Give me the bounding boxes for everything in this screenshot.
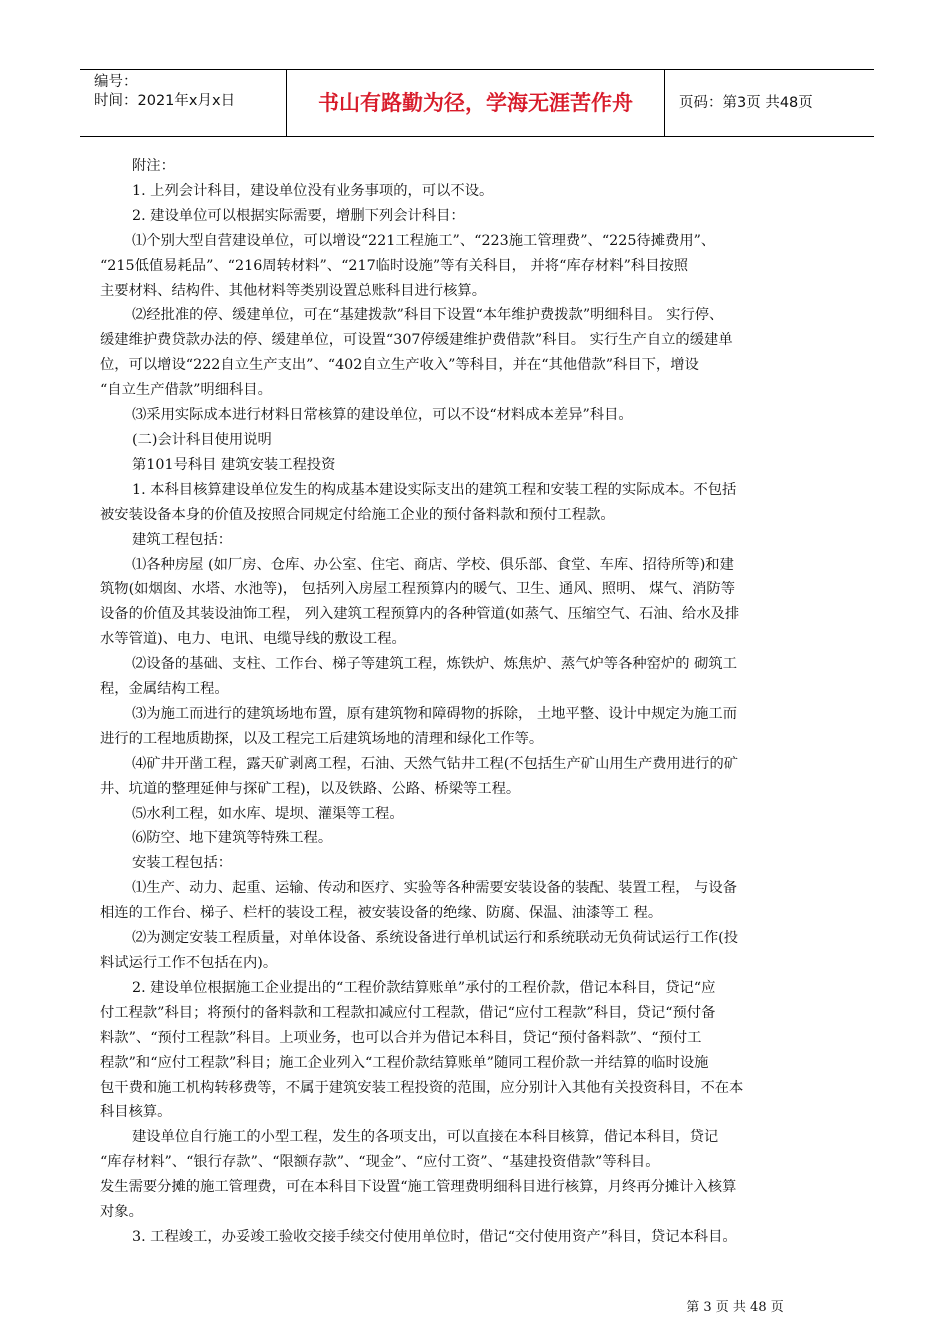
text-line: 程款”和“应付工程款”科目；施工企业列入“工程价款结算账单”随同工程价款一并结算的临时设施 bbox=[100, 1054, 709, 1071]
section-heading: (二)会计科目使用说明 bbox=[132, 431, 272, 448]
text-line: 相连的工作台、梯子、栏杆的装设工程，被安装设备的绝缘、防腐、保温、油漆等工 程。 bbox=[100, 905, 663, 922]
document-header bbox=[80, 69, 874, 137]
text-line: 科目核算。 bbox=[100, 1104, 172, 1121]
text-line: ⑶为施工而进行的建筑场地布置，原有建筑物和障碍物的拆除， 土地平整、设计中规定为施工而 bbox=[132, 705, 738, 722]
text-line: ⑹防空、地下建筑等特殊工程。 bbox=[132, 830, 333, 847]
text-line: 程，金属结构工程。 bbox=[100, 681, 229, 698]
text-line: 2. 建设单位根据施工企业提出的“工程价款结算账单”承付的工程价款，借记本科目，贷记“应 bbox=[132, 979, 716, 996]
text-line: 被安装设备本身的价值及按照合同规定付给施工企业的预付备料款和预付工程款。 bbox=[100, 506, 615, 523]
text-line: 发生需要分摊的施工管理费，可在本科目下设置“施工管理费明细科目进行核算，月终再分摊计入核算 bbox=[100, 1179, 737, 1196]
text-line: 井、坑道的整理延伸与探矿工程)，以及铁路、公路、桥梁等工程。 bbox=[100, 780, 521, 797]
text-line: ⑵经批准的停、缓建单位，可在“基建拨款”科目下设置“本年维护费拨款”明细科目。 实行停、 bbox=[132, 307, 724, 324]
text-line: 进行的工程地质勘探，以及工程完工后建筑场地的清理和绿化工作等。 bbox=[100, 730, 544, 747]
text-line: 2. 建设单位可以根据实际需要，增删下列会计科目： bbox=[132, 207, 465, 224]
text-line: 附注： bbox=[132, 158, 175, 174]
document-body bbox=[100, 154, 858, 1250]
text-line: ⑸水利工程，如水库、堤坝、灌渠等工程。 bbox=[132, 805, 404, 822]
text-line: ⑴各种房屋 (如厂房、仓库、办公室、住宅、商店、学校、俱乐部、食堂、车库、招待所等)和建 bbox=[132, 556, 734, 573]
text-line: 主要材料、结构件、其他材料等类别设置总账科目进行核算。 bbox=[100, 282, 487, 299]
text-line: 3. 工程竣工，办妥竣工验收交接手续交付使用单位时，借记“交付使用资产”科目，贷记本科目。 bbox=[132, 1228, 737, 1245]
text-line: 缓建维护费贷款办法的停、缓建单位，可设置“307停缓建维护费借款”科目。 实行生产自立的缓建单 bbox=[100, 332, 733, 349]
document-number-label: 编号： bbox=[94, 74, 138, 90]
text-line: “库存材料”、“银行存款”、“限额存款”、“现金”、“应付工资”、“基建投资借款”等科目。 bbox=[100, 1154, 660, 1171]
text-line: 筑物(如烟囱、水塔、水池等)， 包括列入房屋工程预算内的暖气、卫生、通风、照明、 煤气、消防等 bbox=[100, 581, 736, 598]
header-meta bbox=[94, 73, 290, 111]
text-line: ⑷矿井开凿工程，露天矿剥离工程，石油、天然气钻井工程(不包括生产矿山用生产费用进行的矿 bbox=[132, 755, 739, 772]
text-line: 付工程款”科目；将预付的备料款和工程款扣减应付工程款，借记“应付工程款”科目，贷记“预付备 bbox=[100, 1004, 716, 1021]
text-line: 料款”、“预付工程款”科目。上项业务，也可以合并为借记本科目，贷记“预付备料款”、“预付工 bbox=[100, 1029, 702, 1046]
text-line: 水等管道)、电力、电讯、电缆导线的敷设工程。 bbox=[100, 631, 406, 648]
text-line: 1. 本科目核算建设单位发生的构成基本建设实际支出的建筑工程和安装工程的实际成本。不包括 bbox=[132, 481, 737, 498]
footer-page-number: 第 3 页 共 48 页 bbox=[686, 1300, 784, 1315]
text-line: 1. 上列会计科目，建设单位没有业务事项的，可以不设。 bbox=[132, 182, 494, 199]
text-line: 对象。 bbox=[100, 1204, 143, 1221]
text-line: ⑵设备的基础、支柱、工作台、梯子等建筑工程，炼铁炉、炼焦炉、蒸气炉等各种窑炉的 砌筑工 bbox=[132, 656, 738, 673]
page-footer bbox=[0, 1296, 950, 1315]
text-line: 位，可以增设“222自立生产支出”、“402自立生产收入”等科目，并在“其他借款”科目下，增设 bbox=[100, 357, 699, 374]
text-line: 建筑工程包括： bbox=[132, 531, 233, 548]
text-line: 建设单位自行施工的小型工程，发生的各项支出，可以直接在本科目核算，借记本科目，贷记 bbox=[132, 1129, 719, 1146]
header-page-info: 页码：第3页 共48页 bbox=[679, 95, 813, 111]
document-date-label: 时间：2021年x月x日 bbox=[94, 93, 236, 109]
text-line: ⑴个别大型自营建设单位，可以增设“221工程施工”、“223施工管理费”、“225待摊费用”、 bbox=[132, 232, 716, 249]
text-line: ⑶采用实际成本进行材料日常核算的建设单位，可以不设“材料成本差异”科目。 bbox=[132, 407, 633, 424]
text-line: ⑴生产、动力、起重、运输、传动和医疗、实验等各种需要安装设备的装配、装置工程， 与设备 bbox=[132, 880, 738, 897]
header-motto: 书山有路勤为径，学海无涯苦作舟 bbox=[318, 91, 633, 115]
text-line: 安装工程包括： bbox=[132, 855, 233, 872]
subject-heading: 第101号科目 建筑安装工程投资 bbox=[132, 456, 336, 473]
text-line: “自立生产借款”明细科目。 bbox=[100, 382, 272, 399]
text-line: 料试运行工作不包括在内)。 bbox=[100, 955, 278, 971]
text-line: 包干费和施工机构转移费等，不属于建筑安装工程投资的范围，应分别计入其他有关投资科目，不在本 bbox=[100, 1079, 744, 1096]
text-line: ⑵为测定安装工程质量，对单体设备、系统设备进行单机试运行和系统联动无负荷试运行工作(投 bbox=[132, 930, 739, 947]
text-line: “215低值易耗品”、“216周转材料”、“217临时设施”等有关科目， 并将“库存材料”科目按照 bbox=[100, 257, 689, 274]
text-line: 设备的价值及其装设油饰工程， 列入建筑工程预算内的各种管道(如蒸气、压缩空气、石油、给水及排 bbox=[100, 606, 740, 623]
